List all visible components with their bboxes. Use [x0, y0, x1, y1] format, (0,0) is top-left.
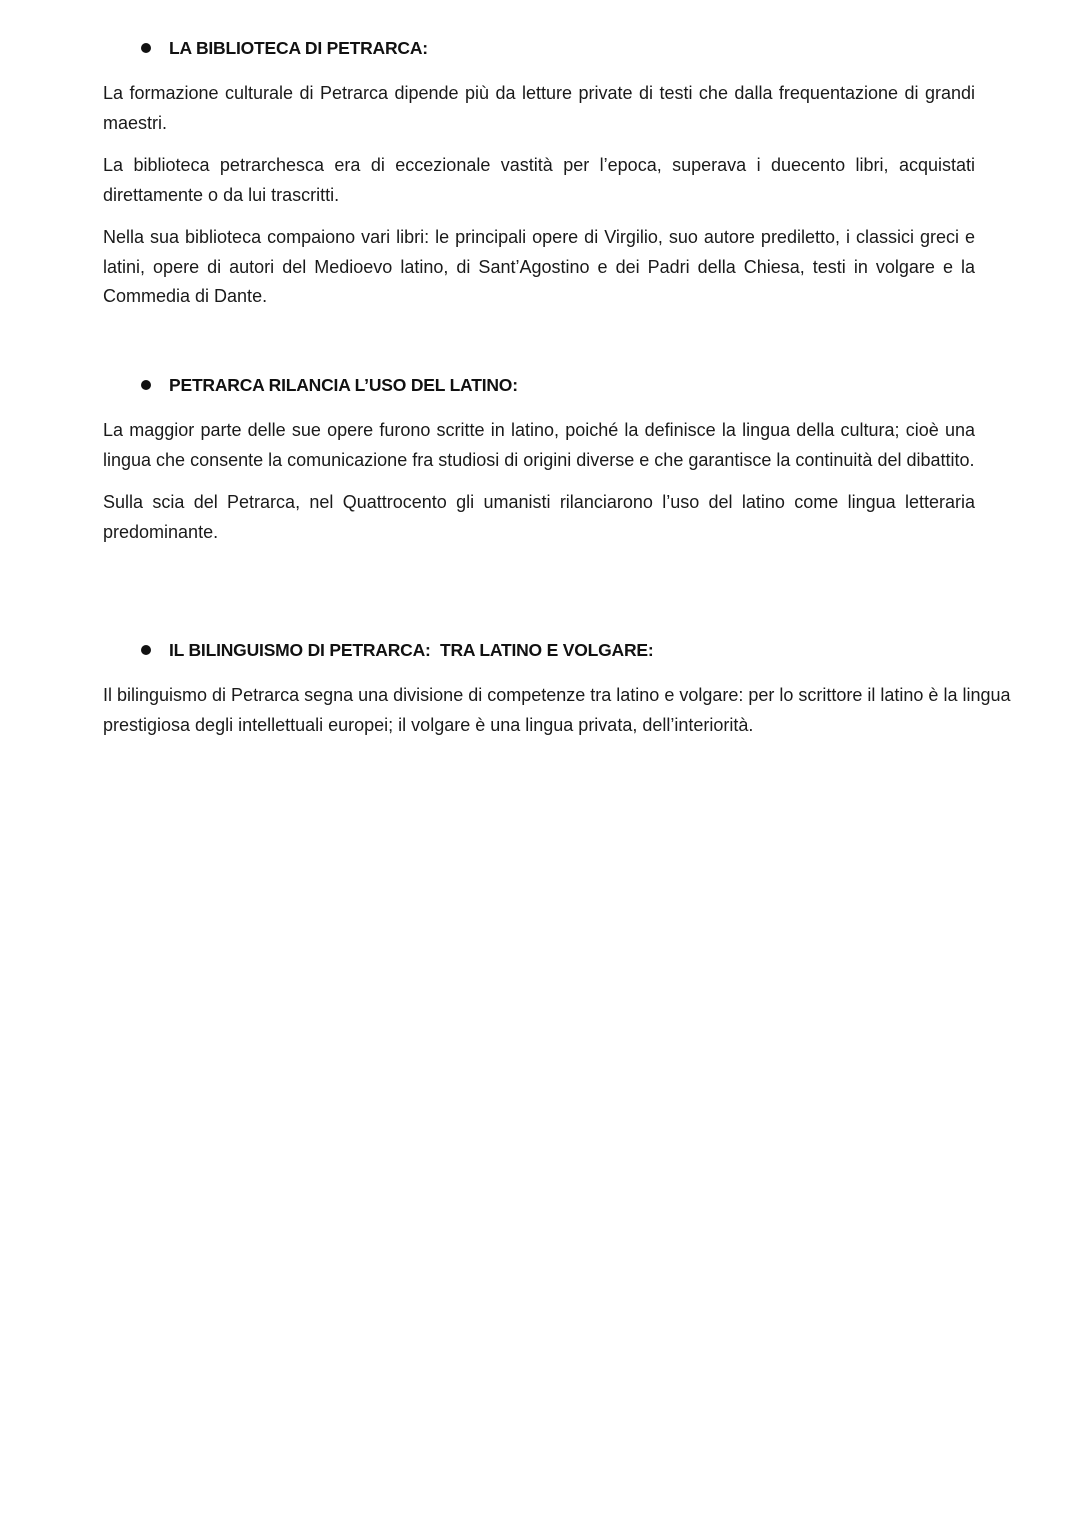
section-bilinguismo	[103, 638, 1023, 740]
paragraph: La maggior parte delle sue opere furono scritte in latino, poiché la definisce la lingua della cultura; cioè una lingua che consente la comunicazione fra studiosi di origini diverse e che garantisce la continuità del dibattito.	[103, 420, 975, 470]
section-heading	[103, 638, 1023, 662]
paragraph: La biblioteca petrarchesca era di eccezionale vastità per l’epoca, superava i duecento libri, acquistati direttamente o da lui trascritti.	[103, 155, 975, 205]
section-latino	[103, 373, 975, 547]
bullet-icon	[141, 43, 151, 53]
bullet-icon	[141, 380, 151, 390]
section-heading-text: IL BILINGUISMO DI PETRARCA: TRA LATINO E VOLGARE:	[169, 640, 654, 660]
section-heading	[103, 36, 975, 60]
section-heading	[103, 373, 975, 397]
paragraph: La formazione culturale di Petrarca dipende più da letture private di testi che dalla frequentazione di grandi maestri.	[103, 83, 975, 133]
paragraph: Sulla scia del Petrarca, nel Quattrocento gli umanisti rilanciarono l’uso del latino come lingua letteraria predominante.	[103, 492, 975, 542]
section-heading-text: PETRARCA RILANCIA L’USO DEL LATINO:	[169, 375, 518, 395]
paragraph: Il bilinguismo di Petrarca segna una divisione di competenze tra latino e volgare: per lo scrittore il latino è la lingua prestigiosa degli intellettuali europei; il volgare è una lingua privata, dell’interiorità.	[103, 685, 1011, 735]
section-heading-text: LA BIBLIOTECA DI PETRARCA:	[169, 38, 428, 58]
bullet-icon	[141, 645, 151, 655]
section-biblioteca	[103, 36, 975, 312]
paragraph: Nella sua biblioteca compaiono vari libri: le principali opere di Virgilio, suo autore prediletto, i classici greci e latini, opere di autori del Medioevo latino, di Sant’Agostino e dei Padri della Chiesa, testi in volgare e la Commedia di Dante.	[103, 227, 975, 306]
